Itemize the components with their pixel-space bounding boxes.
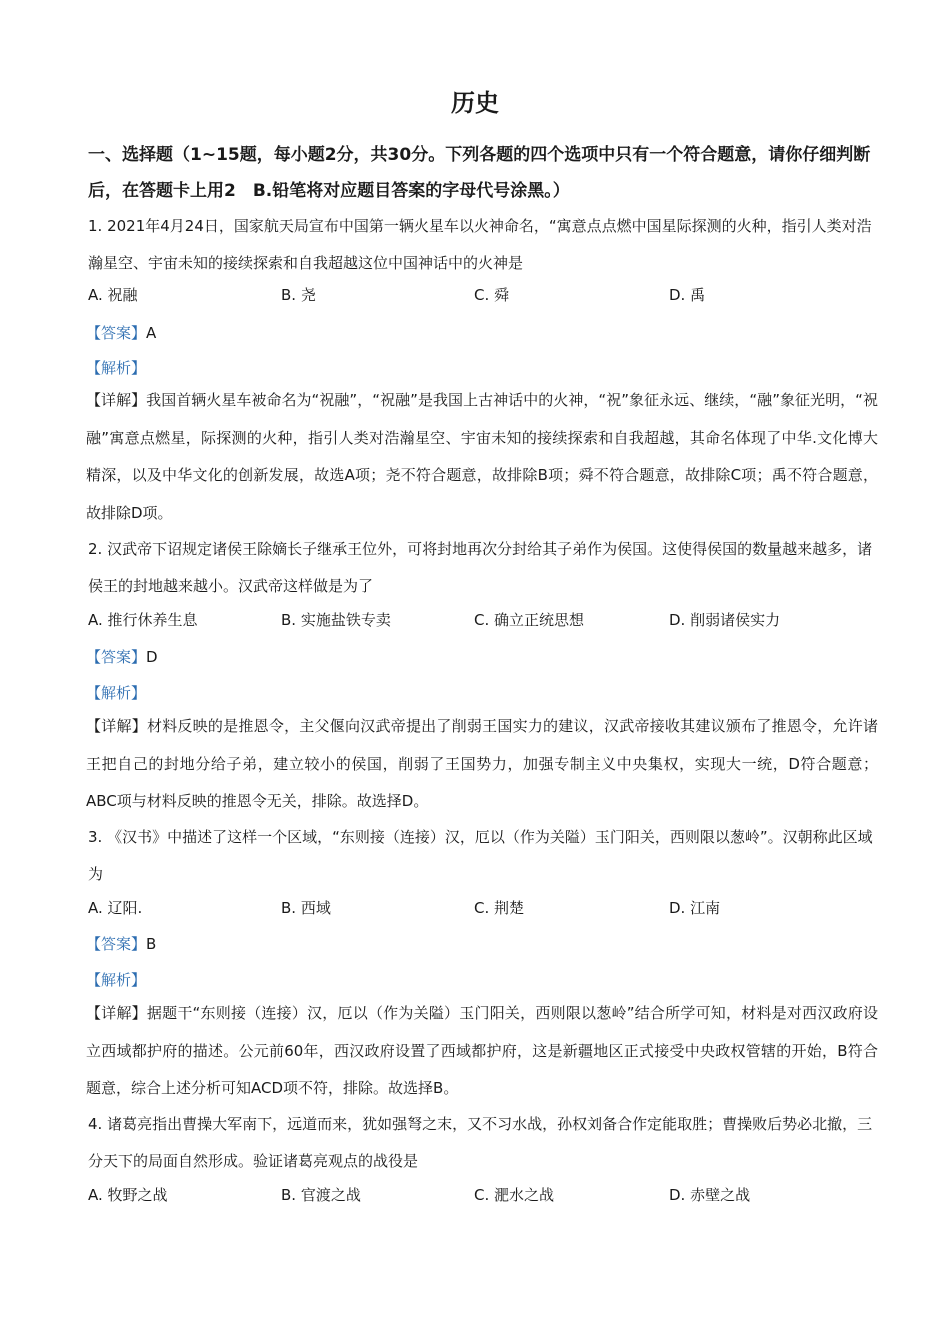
option-d: D. 禹 <box>669 286 706 304</box>
option-d: D. 江南 <box>669 899 721 917</box>
answer-value: D <box>146 648 158 666</box>
option-b: B. 官渡之战 <box>281 1186 361 1204</box>
question-2-options <box>88 605 878 635</box>
option-a: A. 牧野之战 <box>88 1186 168 1204</box>
question-2-answer <box>86 642 158 672</box>
question-1-stem: 1. 2021年4月24日，国家航天局宣布中国第一辆火星车以火神命名，“寓意点点燃中国星际探测的火种，指引人类对浩瀚星空、宇宙未知的接续探索和自我超越这位中国神话中的火神是 <box>88 217 872 272</box>
question-3-options <box>88 893 878 923</box>
question-1-detail <box>86 382 878 532</box>
answer-value: B <box>146 935 157 953</box>
page-title: 历史 <box>451 88 499 117</box>
option-b: B. 尧 <box>281 286 316 304</box>
question-3-stem: 3. 《汉书》中描述了这样一个区域，“东则接（连接）汉，厄以（作为关隘）玉门阳关，西则限以葱岭”。汉朝称此区域为 <box>88 828 873 883</box>
detail-tag: 【详解】 <box>86 391 147 409</box>
option-a: A. 推行休养生息 <box>88 611 198 629</box>
option-c: C. 舜 <box>474 286 510 304</box>
section-instructions: 一、选择题（1~15题，每小题2分，共30分。下列各题的四个选项中只有一个符合题意，请你仔细判断后，在答题卡上用2 B.铅笔将对应题目答案的字母代号涂黑。） <box>88 145 871 201</box>
question-3-detail <box>86 995 878 1108</box>
option-d: D. 赤壁之战 <box>669 1186 751 1204</box>
answer-tag: 【答案】 <box>86 324 147 342</box>
detail-text: 我国首辆火星车被命名为“祝融”，“祝融”是我国上古神话中的火神，“祝”象征永远、继续，“融”象征光明，“祝融”寓意点燃星，际探测的火种，指引人类对浩瀚星空、宇宙未知的接续探索和自我超越，其命名体现了中华.文化博大精深，以及中华文化的创新发展，故选A项；尧不符合题意，故排除B项；舜不符合题意，故排除C项；禹不符合题意，故排除D项。 <box>86 391 878 522</box>
question-4-options <box>88 1180 878 1210</box>
option-a: A. 辽阳. <box>88 899 143 917</box>
option-c: C. 荆楚 <box>474 899 525 917</box>
question-2-analysis-tag: 【解析】 <box>86 684 147 702</box>
detail-text: 据题干“东则接（连接）汉，厄以（作为关隘）玉门阳关，西则限以葱岭”结合所学可知，材料是对西汉政府设立西域都护府的描述。公元前60年，西汉政府设置了西域都护府，这是新疆地区正式接受中央政权管辖的开始，B符合题意，综合上述分析可知ACD项不符，排除。故选择B。 <box>86 1004 878 1097</box>
option-a: A. 祝融 <box>88 286 138 304</box>
option-b: B. 实施盐铁专卖 <box>281 611 391 629</box>
answer-tag: 【答案】 <box>86 935 147 953</box>
question-4-stem: 4. 诸葛亮指出曹操大军南下，远道而来，犹如强弩之末，又不习水战，孙权刘备合作定能取胜；曹操败后势必北撤，三分天下的局面自然形成。验证诸葛亮观点的战役是 <box>88 1115 873 1170</box>
detail-text: 材料反映的是推恩令，主父偃向汉武帝提出了削弱王国实力的建议，汉武帝接收其建议颁布了推恩令，允许诸王把自己的封地分给子弟，建立较小的侯国，削弱了王国势力，加强专制主义中央集权，实现大一统，D符合题意；ABC项与材料反映的推恩令无关，排除。故选择D。 <box>86 717 878 810</box>
question-3-answer <box>86 929 156 959</box>
question-1-analysis-tag: 【解析】 <box>86 359 147 377</box>
question-2-detail <box>86 708 878 821</box>
option-c: C. 淝水之战 <box>474 1186 555 1204</box>
question-2-stem: 2. 汉武帝下诏规定诸侯王除嫡长子继承王位外，可将封地再次分封给其子弟作为侯国。这使得侯国的数量越来越多，诸侯王的封地越来越小。汉武帝这样做是为了 <box>88 540 873 595</box>
detail-tag: 【详解】 <box>86 717 147 735</box>
answer-value: A <box>146 324 157 342</box>
question-3-analysis-tag: 【解析】 <box>86 971 147 989</box>
question-1-options <box>88 280 878 310</box>
option-c: C. 确立正统思想 <box>474 611 585 629</box>
question-1-answer <box>86 318 156 348</box>
detail-tag: 【详解】 <box>86 1004 147 1022</box>
option-b: B. 西域 <box>281 899 331 917</box>
answer-tag: 【答案】 <box>86 648 147 666</box>
option-d: D. 削弱诸侯实力 <box>669 611 781 629</box>
